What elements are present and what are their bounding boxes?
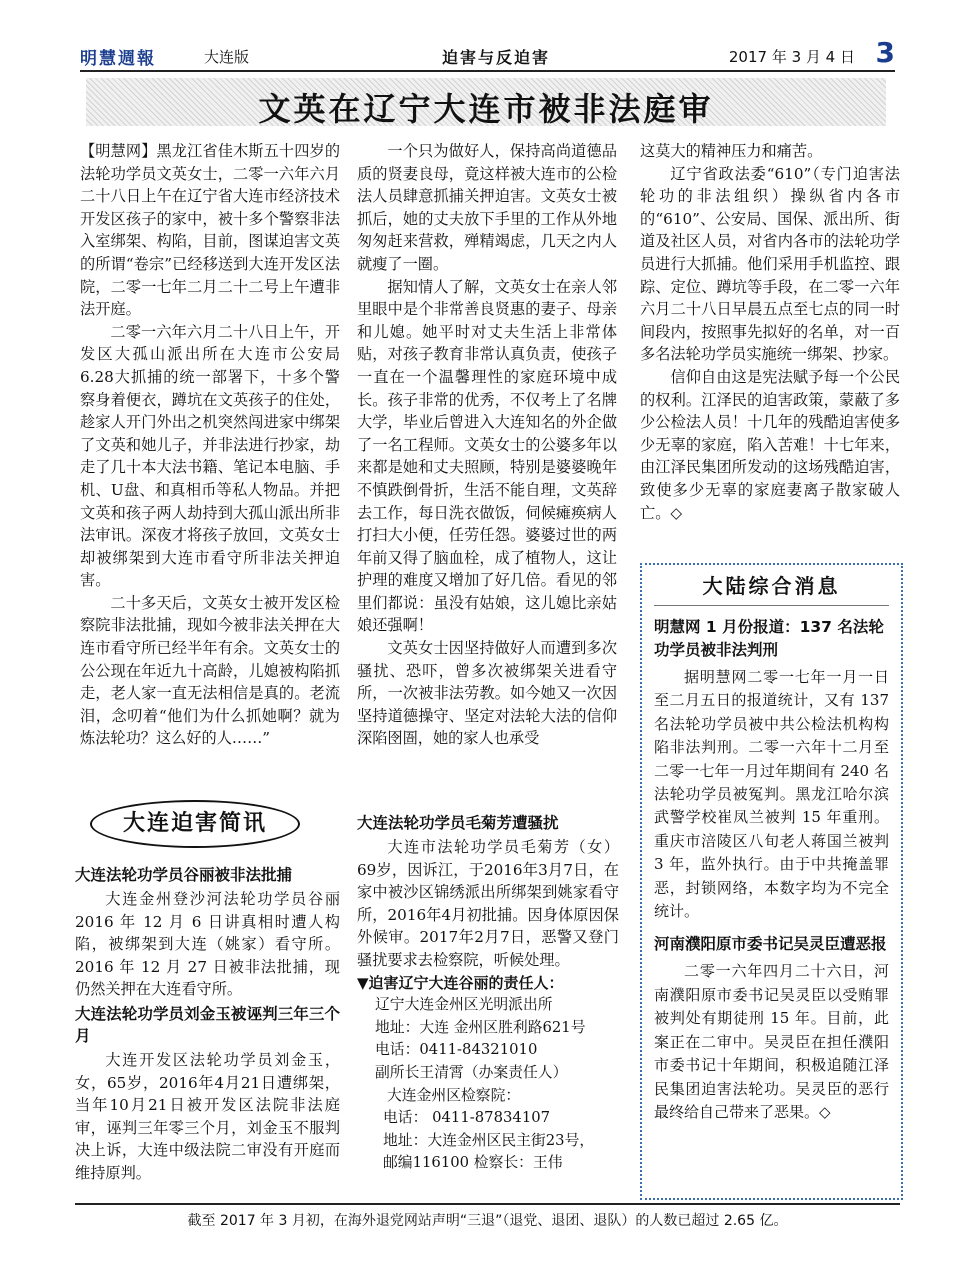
mainland-news-heading: 大陆综合消息 xyxy=(654,571,889,606)
briefs-heading: 大连迫害简讯 xyxy=(90,800,300,848)
news-title: 河南濮阳原市委书记吴灵臣遭恶报 xyxy=(654,935,887,954)
contact-line: 地址：大连 金州区胜利路621号 xyxy=(375,1018,586,1036)
article-paragraph: 辽宁省政法委“610”（专门迫害法轮功的非法组织）操纵省内各市的“610”、公安局、国保、派出所、街道及社区人员，对省内各市的法轮功学员进行大抓捕。他们采用手机监控、跟踪、定位、蹲坑等手段，在二零一六年六月二十八日早晨五点至七点的同一时间段内，按照事先拟好的名单，对一百多名法轮功学员实施统一绑架、抄家。 xyxy=(640,164,900,364)
article-column-1 xyxy=(80,140,340,750)
responsible-parties-title: ▼迫害辽宁大连谷丽的责任人： xyxy=(357,973,564,992)
brief-body: 大连市法轮功学员毛菊芳（女）69岁，因诉江，于2016年3月7日，在家中被沙区锦绣派出所绑架到姚家看守所，2016年4月初批捕。因身体原因保外候审。2017年2月7日，恶警又登门骚扰要求去检察院，听候处理。 xyxy=(357,838,619,969)
brief-title: 大连法轮功学员刘金玉被诬判三年三个月 xyxy=(75,1004,340,1045)
responsible-parties xyxy=(357,972,619,1175)
article-paragraph: 【明慧网】黑龙江省佳木斯五十四岁的法轮功学员文英女士，二零一六年六月二十八日上午在辽宁省大连市经济技术开发区孩子的家中，被十多个警察非法入室绑架、构陷，目前，图谋迫害文英的所谓“卷宗”已经移送到大连开发区法院，二零一七年二月二十二号上午遭非法开庭。 xyxy=(80,142,340,319)
header-divider xyxy=(80,70,895,72)
article-paragraph: 据知情人了解，文英女士在亲人邻里眼中是个非常善良贤惠的妻子、母亲和儿媳。她平时对丈夫生活上非常体贴，对孩子教育非常认真负责，使孩子一直在一个温馨理性的家庭环境中成长。孩子非常的优秀，不仅考上了名牌大学，毕业后曾进入大连知名的外企做了一名工程师。文英女士的公婆多年以来都是她和丈夫照顾，特别是婆婆晚年不慎跌倒骨折，生活不能自理，文英辞去工作，每日洗衣做饭，伺候瘫痪病人打扫大小便，任劳任怨。婆婆过世的两年前又得了脑血栓，成了植物人，这让护理的难度又增加了好几倍。看见的邻里们都说：虽没有姑娘，这儿媳比亲姑娘还强啊！ xyxy=(357,277,617,635)
article-paragraph: 信仰自由这是宪法赋予每一个公民的权利。江泽民的迫害政策，蒙蔽了多少公检法人员！十几年的残酷迫害使多少无辜的家庭，陷入苦难！十七年来，由江泽民集团所发动的这场残酷迫害，致使多少无辜的家庭妻离子散家破人亡。◇ xyxy=(640,367,900,522)
mainland-news-box xyxy=(640,563,903,1200)
article-paragraph: 文英女士因坚持做好人而遭到多次骚扰、恐吓，曾多次被绑架关进看守所，一次被非法劳教。如今她又一次因坚持道德操守、坚定对法轮大法的信仰深陷囹圄，她的家人也承受 xyxy=(357,639,617,748)
article-paragraph: 这莫大的精神压力和痛苦。 xyxy=(640,142,823,160)
briefs-column-1 xyxy=(75,864,340,1187)
contact-line: 电话： 0411-87834107 xyxy=(383,1109,551,1127)
news-title: 明慧网 1 月份报道：137 名法轮功学员被非法判刑 xyxy=(654,618,884,659)
briefs-column-2 xyxy=(357,812,619,1175)
contact-line: 电话：0411-84321010 xyxy=(375,1041,538,1059)
contact-line: 邮编116100 检察长：王伟 xyxy=(383,1154,563,1172)
article-paragraph: 二十多天后，文英女士被开发区检察院非法批捕，现如今被非法关押在大连市看守所已经半年有余。文英女士的公公现在年近九十高龄，儿媳被构陷抓走，老人家一直无法相信是真的。老流泪，念叨着“他们为什么抓她啊？就为炼法轮功？这么好的人……” xyxy=(80,593,340,748)
news-body: 据明慧网二零一七年一月一日至二月五日的报道统计，又有 137 名法轮功学员被中共公检法机构构陷非法判刑。二零一六年十二月至二零一七年一月过年期间有 240 名法轮功学员被冤判。黑龙江哈尔滨武警学校崔凤兰被判 15 年重刑。重庆市涪陵区八旬老人蒋国兰被判 3 年，监外执行。由于中共掩盖罪恶，封锁网络，本数字均为不完全统计。 xyxy=(654,668,889,921)
page-header xyxy=(80,36,895,69)
brief-title: 大连法轮功学员毛菊芳遭骚扰 xyxy=(357,814,559,832)
footer-divider xyxy=(75,1203,900,1205)
contact-line: 辽宁大连金州区光明派出所 xyxy=(375,996,553,1014)
footer-notice: 截至 2017 年 3 月初，在海外退党网站声明“三退”（退党、退团、退队）的人数已超过 2.65 亿。 xyxy=(187,1213,788,1229)
brief-body: 大连金州登沙河法轮功学员谷丽 2016 年 12 月 6 日讲真相时遭人构陷，被绑架到大连（姚家）看守所。2016 年 12 月 27 日被非法批捕，现仍然关押在大连看守所。 xyxy=(75,890,340,999)
headline-banner xyxy=(86,78,886,126)
article-column-3 xyxy=(640,140,900,524)
article-column-2 xyxy=(357,140,617,750)
issue-date: 2017 年 3 月 4 日 xyxy=(728,48,855,66)
contact-line: 副所长王清霄（办案责任人） xyxy=(375,1063,568,1081)
edition-label: 大连版 xyxy=(204,48,250,66)
news-body: 二零一六年四月二十六日，河南濮阳原市委书记吴灵臣以受贿罪被判处有期徒刑 15 年。目前，此案正在二审中。吴灵臣在担任濮阳市委书记十年期间，积极追随江泽民集团迫害法轮功。吴灵臣的恶行最终给自己带来了恶果。◇ xyxy=(654,962,889,1121)
masthead-logo: 明慧週報 xyxy=(80,49,156,69)
contact-line: 大连金州区检察院： xyxy=(387,1086,521,1104)
article-paragraph: 一个只为做好人，保持高尚道德品质的贤妻良母，竟这样被大连市的公检法人员肆意抓捕关押迫害。文英女士被抓后，她的丈夫放下手里的工作从外地匆匆赶来营救，殚精竭虑，几天之内人就瘦了一圈。 xyxy=(357,142,617,273)
section-title: 迫害与反迫害 xyxy=(442,48,551,67)
brief-title: 大连法轮功学员谷丽被非法批捕 xyxy=(75,866,293,884)
contact-line: 地址：大连金州区民主街23号， xyxy=(383,1131,595,1149)
article-title: 文英在辽宁大连市被非法庭审 xyxy=(258,90,714,128)
page-number: 3 xyxy=(875,36,895,69)
article-paragraph: 二零一六年六月二十八日上午，开发区大孤山派出所在大连市公安局6.28大抓捕的统一部署下，十多个警察身着便衣，蹲坑在文英孩子的住处，趁家人开门外出之机突然闯进家中绑架了文英和她儿子，并非法进行抄家，劫走了几十本大法书籍、笔记本电脑、手机、U盘、和真相币等私人物品。并把文英和孩子两人劫持到大孤山派出所非法审讯。深夜才将孩子放回，文英女士却被绑架到大连市看守所非法关押迫害。 xyxy=(80,322,340,590)
brief-body: 大连开发区法轮功学员刘金玉，女，65岁，2016年4月21日遭绑架，当年10月21日被开发区法院非法庭审，诬判三年零三个月，刘金玉不服判决上诉，大连中级法院二审没有开庭而维持原判。 xyxy=(75,1050,340,1182)
